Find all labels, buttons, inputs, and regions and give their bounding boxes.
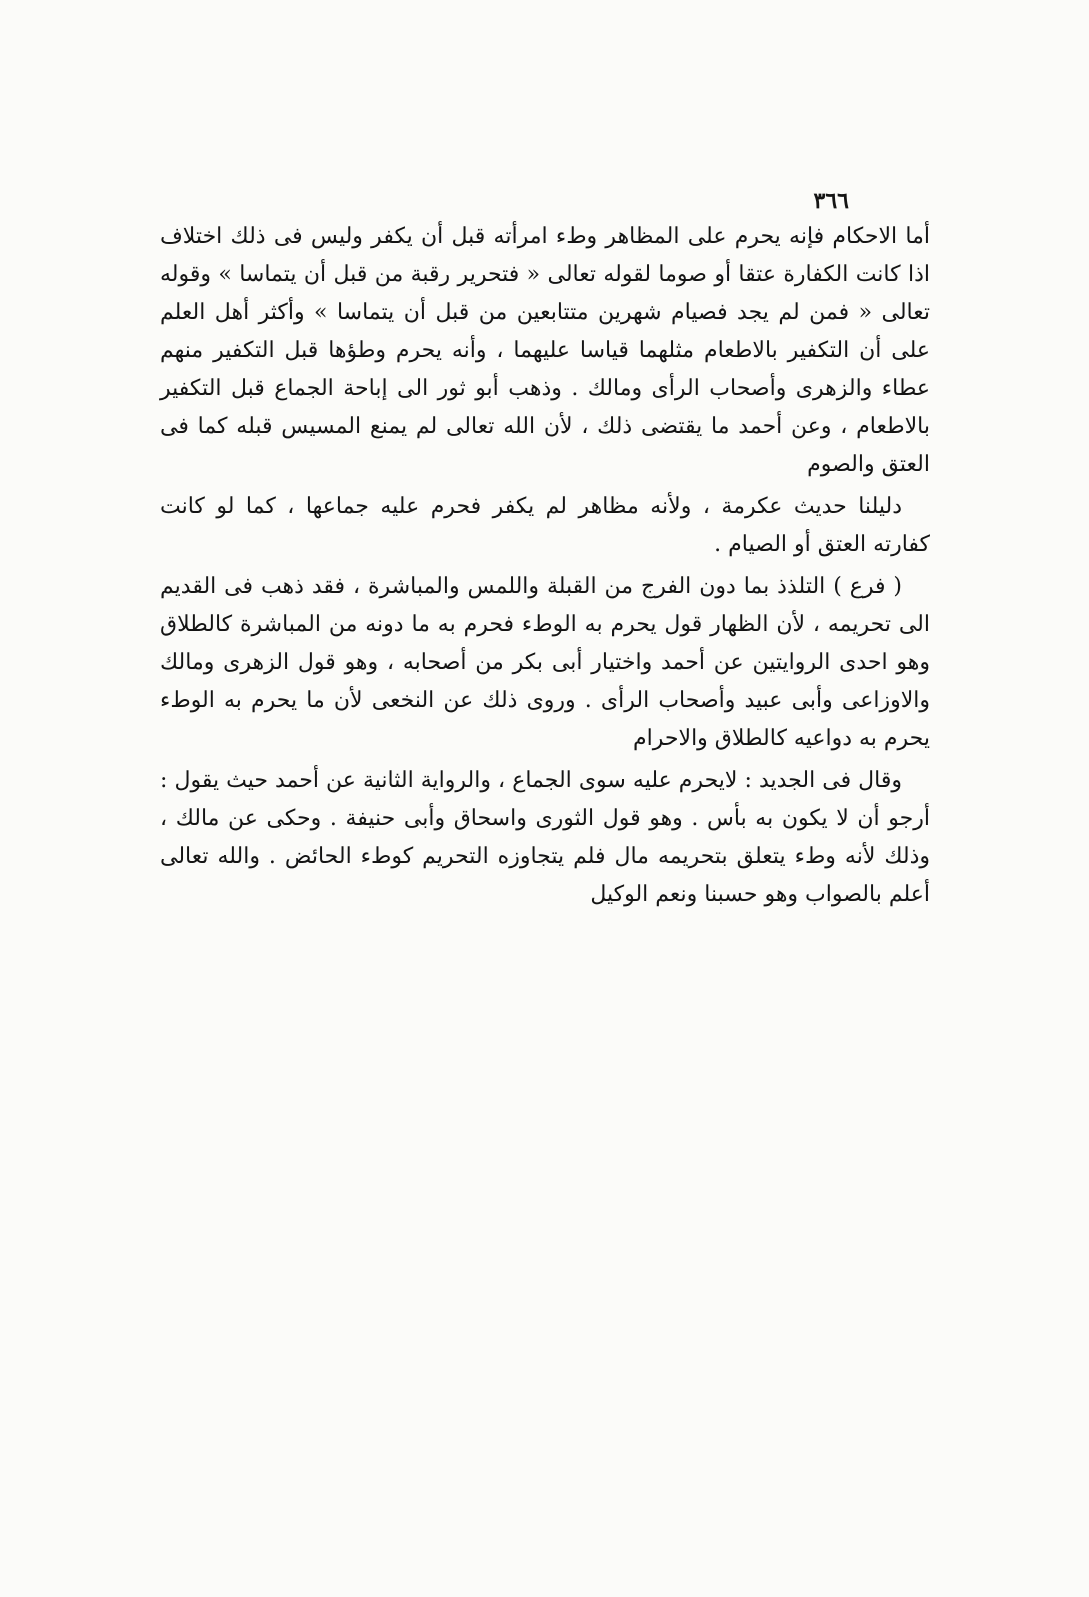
paragraph-rulings: أما الاحكام فإنه يحرم على المظاهر وطء امرأته قبل أن يكفر وليس فى ذلك اختلاف اذا كانت الكفارة عتقا أو صوما لقوله تعالى « فتحرير رقبة من قبل أن يتماسا » وقوله تعالى « فمن لم يجد فصيام شهرين متتابعين من قبل أن يتماسا » وأكثر أهل العلم على أن التكفير بالاطعام مثلهما قياسا عليهما ، وأنه يحرم وطؤها قبل التكفير منهم عطاء والزهرى وأصحاب الرأى ومالك . وذهب أبو ثور الى إباحة الجماع قبل التكفير بالاطعام ، وعن أحمد ما يقتضى ذلك ، لأن الله تعالى لم يمنع المسيس قبله كما فى العتق والصوم xyxy=(160,224,930,477)
body-text xyxy=(160,218,930,918)
paragraph-branch: ( فرع ) التلذذ بما دون الفرج من القبلة واللمس والمباشرة ، فقد ذهب فى القديم الى تحريمه ، لأن الظهار قول يحرم به الوطء فحرم به ما دونه من المباشرة كالطلاق وهو احدى الروايتين عن أحمد واختيار أبى بكر من أصحابه ، وهو قول الزهرى ومالك والاوزاعى وأبى عبيد وأصحاب الرأى . وروى ذلك عن النخعى لأن ما يحرم به الوطء يحرم به دواعيه كالطلاق والاحرام xyxy=(160,574,930,751)
page-number: ٣٦٦ xyxy=(813,188,849,214)
paragraph-new-opinion: وقال فى الجديد : لايحرم عليه سوى الجماع ، والرواية الثانية عن أحمد حيث يقول : أرجو أن لا يكون به بأس . وهو قول الثورى واسحاق وأبى حنيفة . وحكى عن مالك ، وذلك لأنه وطء يتعلق بتحريمه مال فلم يتجاوزه التحريم كوطء الحائض . والله تعالى أعلم بالصواب وهو حسبنا ونعم الوكيل xyxy=(160,768,930,907)
paragraph-evidence: دليلنا حديث عكرمة ، ولأنه مظاهر لم يكفر فحرم عليه جماعها ، كما لو كانت كفارته العتق أو الصيام . xyxy=(160,494,930,557)
